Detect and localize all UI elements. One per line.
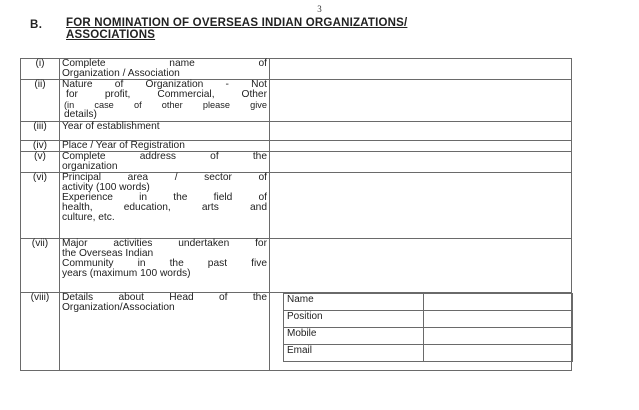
organization-name-field[interactable]	[270, 59, 572, 80]
row-ii	[21, 80, 572, 122]
row-label: Complete name of Organization / Association	[60, 59, 270, 80]
page-number: 3	[317, 4, 322, 14]
row-v	[21, 152, 572, 173]
row-number: (iv)	[21, 141, 60, 152]
row-label: Complete address of the organization	[60, 152, 270, 173]
row-number: (vii)	[21, 239, 60, 293]
row-number: (i)	[21, 59, 60, 80]
row-number: (v)	[21, 152, 60, 173]
major-activities-field[interactable]	[270, 239, 572, 293]
row-iii	[21, 122, 572, 141]
row-viii	[21, 293, 572, 371]
row-label: Place / Year of Registration	[60, 141, 270, 152]
head-position-field[interactable]	[424, 311, 573, 328]
row-label: Year of establishment	[60, 122, 270, 141]
establishment-year-field[interactable]	[270, 122, 572, 141]
row-label: Principal area / sector of activity (100 words) Experience in the field of health, education, arts and culture, etc.	[60, 173, 270, 239]
row-vi	[21, 173, 572, 239]
head-details-table	[283, 293, 573, 362]
head-email-label: Email	[284, 345, 424, 362]
head-mobile-field[interactable]	[424, 328, 573, 345]
head-name-field[interactable]	[424, 294, 573, 311]
head-email-field[interactable]	[424, 345, 573, 362]
row-number: (iii)	[21, 122, 60, 141]
organization-nature-field[interactable]	[270, 80, 572, 122]
head-details-cell	[270, 293, 572, 371]
row-label: Major activities undertaken for the Overseas Indian Community in the past five years (maximum 100 words)	[60, 239, 270, 293]
nomination-form-table	[20, 58, 572, 371]
row-iv	[21, 141, 572, 152]
row-number: (vi)	[21, 173, 60, 239]
section-letter: B.	[30, 19, 43, 31]
section-heading-line-2: ASSOCIATIONS	[66, 29, 156, 41]
section-heading	[66, 17, 586, 41]
head-name-label: Name	[284, 294, 424, 311]
row-vii	[21, 239, 572, 293]
row-label: Nature of Organization - Not for profit, Commercial, Other (in case of other please give details)	[60, 80, 270, 122]
head-mobile-label: Mobile	[284, 328, 424, 345]
activity-area-field[interactable]	[270, 173, 572, 239]
address-field[interactable]	[270, 152, 572, 173]
row-number: (ii)	[21, 80, 60, 122]
registration-field[interactable]	[270, 141, 572, 152]
row-number: (viii)	[21, 293, 60, 371]
head-position-label: Position	[284, 311, 424, 328]
row-i	[21, 59, 572, 80]
row-label: Details about Head of the Organization/Association	[60, 293, 270, 371]
section-heading-line-1: FOR NOMINATION OF OVERSEAS INDIAN ORGANIZATIONS/	[66, 17, 408, 29]
